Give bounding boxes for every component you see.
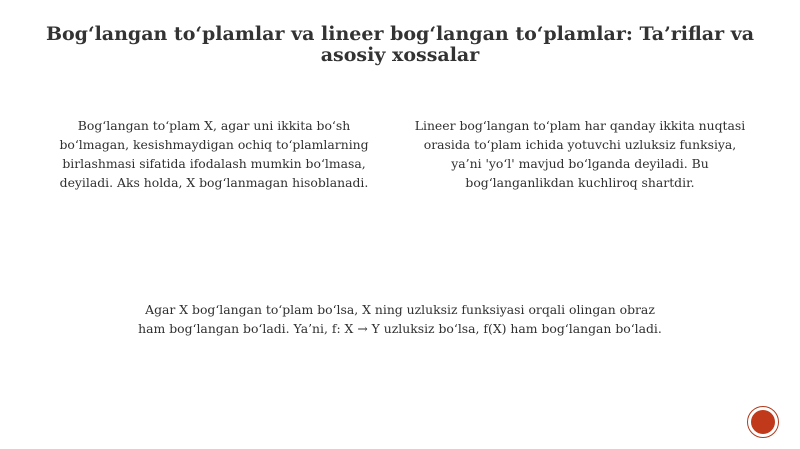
right-paragraph: Lineer bog‘langan to‘plam har qanday ikkita nuqtasi orasida to‘plam ichida yotuvchi uzluksiz funksiya, ya’ni 'yo‘l' mavjud bo‘lganda deyiladi. Bu bog‘langanlikdan kuchliroq shartdir. — [414, 118, 746, 190]
slide-title: Bog‘langan to‘plamlar va lineer bog‘langan to‘plamlar: Ta’riflar va asosiy xossalar — [45, 23, 755, 66]
left-paragraph: Bog‘langan to‘plam X, agar uni ikkita bo‘sh bo‘lmagan, kesishmaydigan ochiq to‘plamlarning birlashmasi sifatida ifodalash mumkin bo‘lmasa, deyiladi. Aks holda, X bog‘lanmagan hisoblanadi. — [59, 118, 369, 190]
bottom-paragraph: Agar X bog‘langan to‘plam bo‘lsa, X ning uzluksiz funksiyasi orqali olingan obraz ham bog‘langan bo‘ladi. Ya’ni, f: X → Y uzluksiz bo‘lsa, f(X) ham bog‘langan bo‘ladi. — [138, 302, 662, 336]
next-slide-button[interactable] — [747, 406, 779, 438]
circle-icon — [751, 410, 775, 434]
